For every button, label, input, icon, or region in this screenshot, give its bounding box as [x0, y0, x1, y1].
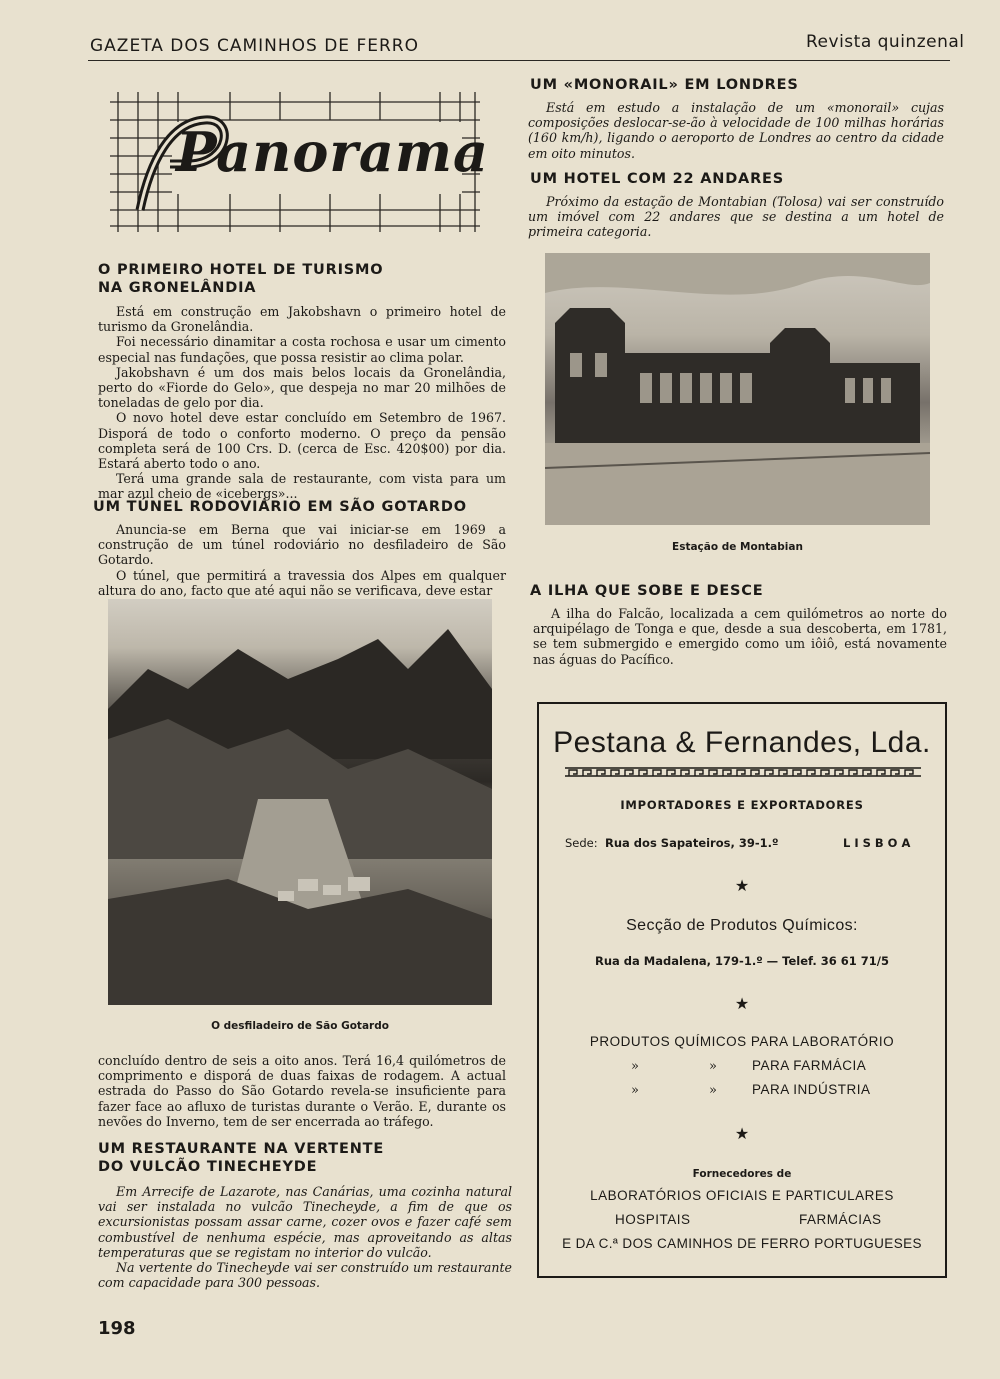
paragraph: Próximo da estação de Montabian (Tolosa) vai ser construído um imóvel com 22 andares que se destina a um hotel de primeira categoria. [528, 194, 944, 240]
paragraph: Jakobshavn é um dos mais belos locais da Gronelândia, perto do «Fiorde do Gelo», que despeja no mar 20 milhões de toneladas de gelo por dia. [98, 364, 506, 411]
ad-star: ★ [734, 1124, 750, 1143]
paragraph: Foi necessário dinamitar a costa rochosa e usar um cimento especial nas fundações, que possa resistir ao clima polar. [98, 334, 506, 365]
panorama-logo-text: Panorama [176, 120, 489, 184]
ad-supplier-line: LABORATÓRIOS OFICIAIS E PARTICULARES [590, 1188, 894, 1203]
ad-greek-key-border [565, 762, 921, 772]
paragraph: Em Arrecife de Lazarote, nas Canárias, uma cozinha natural vai ser instalada no vulcão Tinecheyde, a fim de que os excursionistas possam assar carne, cozer ovos e fazer café sem combustível de nenhuma espécie, mas aproveitando as altas temperaturas que se registam no interior do vulcão. [98, 1184, 512, 1260]
ad-suppliers-label: Fornecedores de [692, 1168, 792, 1180]
running-head-title: GAZETA DOS CAMINHOS DE FERRO [90, 36, 419, 56]
article-body-tunel-continued [98, 1053, 506, 1129]
ad-subtitle: IMPORTADORES E EXPORTADORES [620, 798, 864, 812]
photo-sao-gotardo-graphic [108, 599, 492, 1005]
ad-ditto-mark: » [709, 1059, 717, 1074]
ad-product-line: PARA FARMÁCIA [752, 1058, 867, 1073]
headline-hotel-22-andares: UM HOTEL COM 22 ANDARES [530, 171, 784, 187]
ad-ditto-mark: » [631, 1083, 639, 1098]
article-body-hotel-22-andares [528, 194, 944, 240]
ad-star: ★ [734, 876, 750, 895]
photo-estacao-montabian [545, 253, 930, 525]
paragraph: O túnel, que permitirá a travessia dos Alpes em qualquer altura do ano, facto que até aqui não se verificava, deve estar [98, 567, 506, 598]
headline-tunel: UM TÚNEL RODOVIÁRIO EM SÃO GOTARDO [93, 499, 467, 515]
advertisement-pestana-fernandes [537, 702, 947, 1278]
ad-star: ★ [734, 994, 750, 1013]
ad-product-line: PRODUTOS QUÍMICOS PARA LABORATÓRIO [589, 1034, 895, 1049]
ad-supplier-hospitais: HOSPITAIS [615, 1212, 691, 1227]
ad-sede-address: Rua dos Sapateiros, 39-1.º [605, 836, 779, 850]
paragraph: Terá uma grande sala de restaurante, com vista para um mar azul cheio de «icebergs»... [98, 471, 506, 502]
article-body-hotel-gronelandia [98, 304, 506, 502]
ad-sede-label: Sede: [565, 836, 598, 850]
headline-line: NA GRONELÂNDIA [98, 280, 257, 296]
photo-sao-gotardo [108, 599, 492, 1005]
paragraph: A ilha do Falcão, localizada a cem quilómetros ao norte do arquipélago de Tonga e que, desde a sua descoberta, em 1781, se tem submergido e emergido como um iôiô, está novamente nas águas do Pacífico. [533, 606, 947, 667]
ad-section-address: Rua da Madalena, 179-1.º — Telef. 36 61 71/5 [594, 954, 890, 968]
headline-line: UM RESTAURANTE NA VERTENTE [98, 1141, 385, 1157]
ad-supplier-line: E DA C.ª DOS CAMINHOS DE FERRO PORTUGUESES [562, 1236, 922, 1251]
headline-hotel-gronelandia [98, 261, 383, 297]
running-head-right: Revista quinzenal [806, 32, 965, 52]
paragraph: Está em estudo a instalação de um «monorail» cujas composições deslocar-se-ão à velocidade de 100 milhas horárias (160 km/h), ligando o aeroporto de Londres ao centro da cidade em oito minutos. [528, 100, 944, 161]
header-rule [88, 60, 950, 61]
paragraph: Na vertente do Tinecheyde vai ser construído um restaurante com capacidade para 300 pessoas. [98, 1260, 512, 1291]
headline-monorail: UM «MONORAIL» EM LONDRES [530, 77, 799, 93]
paragraph: concluído dentro de seis a oito anos. Terá 16,4 quilómetros de comprimento e disporá de duas faixas de rodagem. A actual estrada do Passo do São Gotardo revela-se insuficiente para fazer face ao afluxo de turistas durante o Verão. E, durante os nevões do Inverno, tem de ser encerrada ao tráfego. [98, 1053, 506, 1129]
article-body-tunel [98, 522, 506, 598]
paragraph: Está em construção em Jakobshavn o primeiro hotel de turismo da Gronelândia. [98, 304, 506, 335]
headline-line: O PRIMEIRO HOTEL DE TURISMO [98, 262, 384, 278]
ad-supplier-farmacias: FARMÁCIAS [799, 1212, 882, 1227]
panorama-logo [110, 92, 489, 232]
paragraph: O novo hotel deve estar concluído em Setembro de 1967. Disporá de todo o conforto moderno. O preço da pensão completa será de 100 Crs. D. (cerca de Esc. 420$00) por dia. Estará aberto todo o ano. [98, 410, 506, 472]
article-body-restaurante [98, 1184, 512, 1290]
ad-company-name: Pestana & Fernandes, Lda. [553, 726, 931, 759]
ad-ditto-mark: » [631, 1059, 639, 1074]
article-body-ilha [533, 606, 947, 667]
caption-estacao-montabian: Estação de Montabian [672, 541, 803, 553]
greek-key-ornament [565, 767, 921, 777]
ad-city: L I S B O A [843, 836, 911, 850]
caption-sao-gotardo: O desfiladeiro de São Gotardo [211, 1020, 389, 1032]
ad-ditto-mark: » [709, 1083, 717, 1098]
headline-restaurante [98, 1140, 384, 1176]
ad-product-line: PARA INDÚSTRIA [752, 1082, 871, 1097]
ad-section-title: Secção de Produtos Químicos: [626, 917, 858, 934]
headline-ilha: A ILHA QUE SOBE E DESCE [530, 583, 764, 599]
article-body-monorail [528, 100, 944, 161]
page-number: 198 [98, 1318, 136, 1339]
headline-line: DO VULCÃO TINECHEYDE [98, 1159, 318, 1175]
photo-estacao-montabian-graphic [545, 253, 930, 525]
paragraph: Anuncia-se em Berna que vai iniciar-se em 1969 a construção de um túnel rodoviário no desfiladeiro de São Gotardo. [98, 522, 506, 568]
